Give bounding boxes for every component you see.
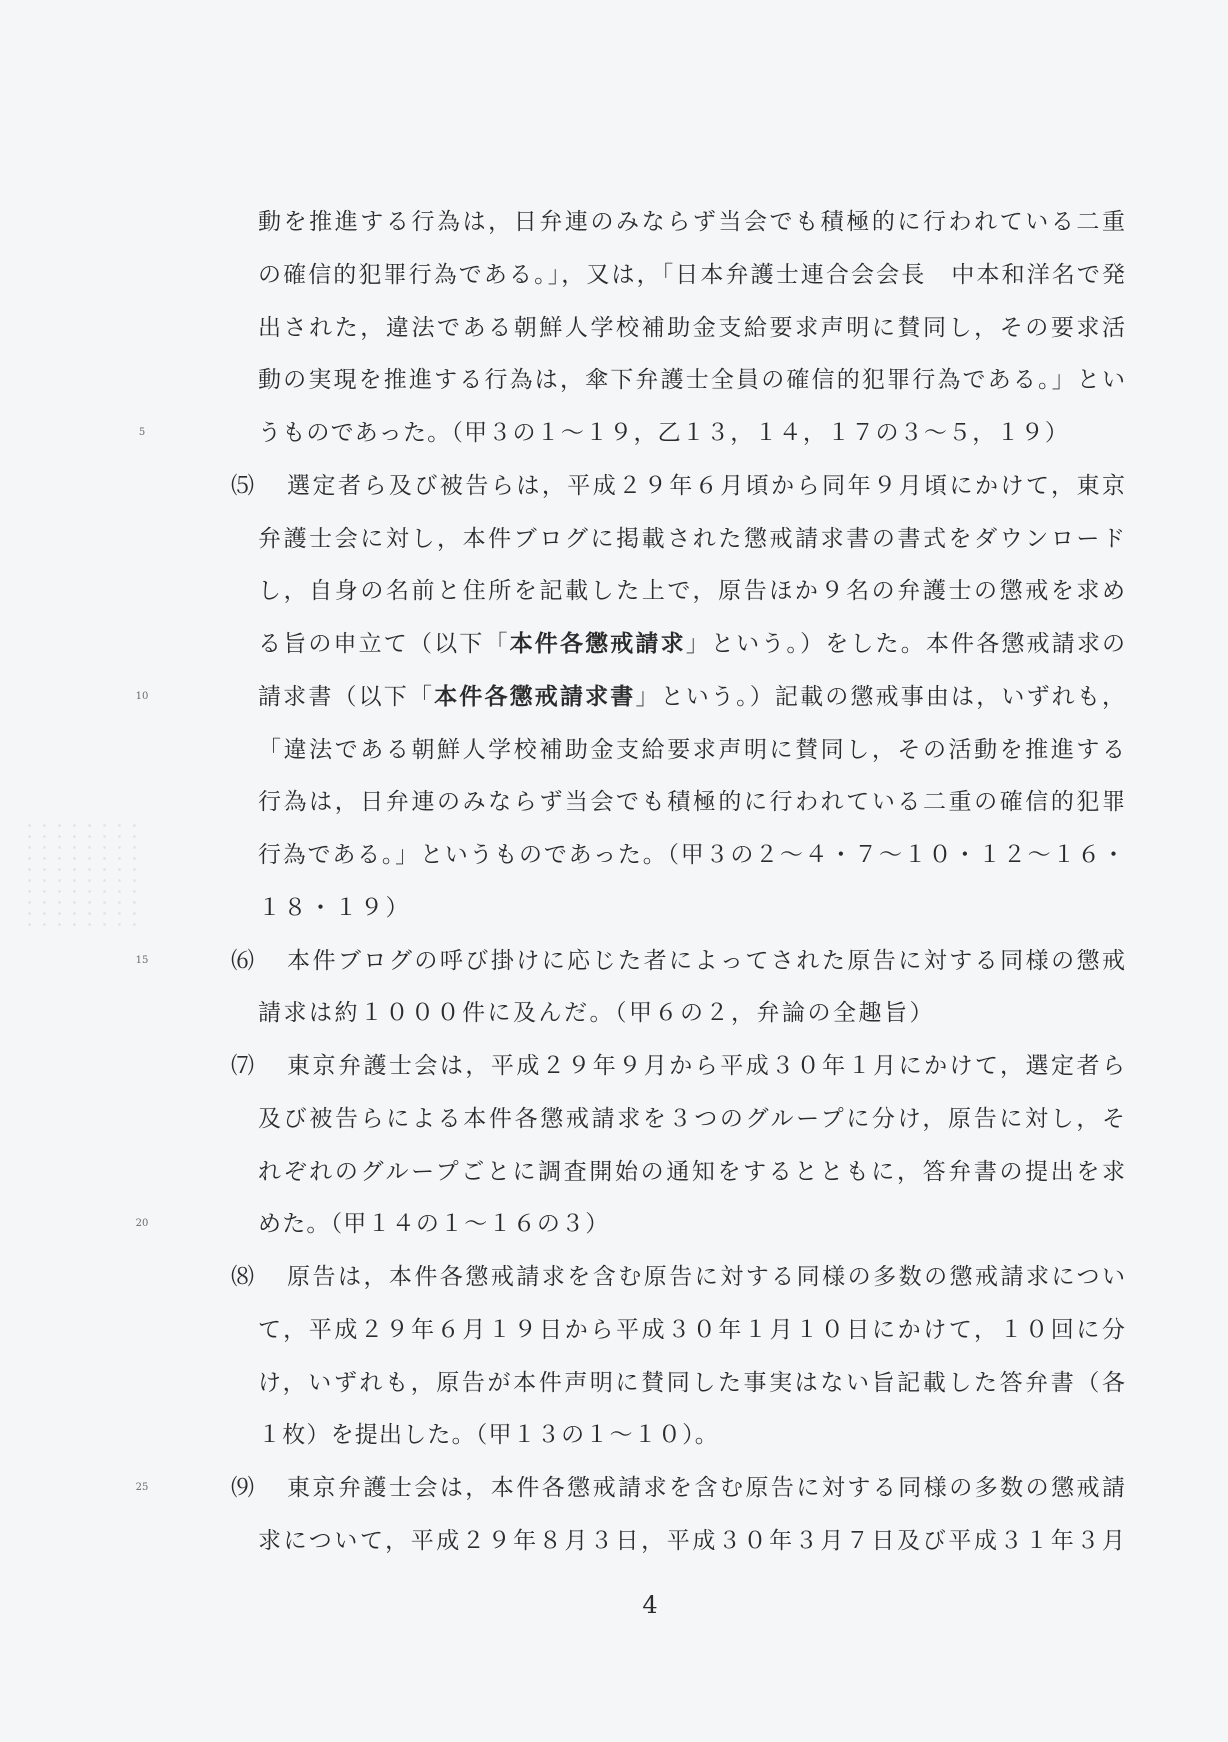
- line-text: [258, 671, 1125, 724]
- margin-line-number: 10: [135, 690, 149, 702]
- text-line: [0, 1093, 1228, 1146]
- text-line: [0, 565, 1228, 618]
- line-text: 原告は，本件各懲戒請求を含む原告に対する同様の多数の懲戒請求につい: [287, 1264, 1125, 1290]
- text-line: [0, 776, 1228, 829]
- text-line: [0, 407, 1228, 460]
- text-line: [0, 724, 1228, 777]
- text-line: [0, 1357, 1228, 1410]
- text-line: [0, 987, 1228, 1040]
- line-text: 出された，違法である朝鮮人学校補助金支給要求声明に賛同し，その要求活: [258, 314, 1125, 341]
- margin-line-number: 15: [135, 954, 149, 966]
- text-line: [0, 1515, 1228, 1568]
- line-text: 請求は約１０００件に及んだ。（甲６の２，弁論の全趣旨）: [258, 1000, 935, 1027]
- text-line: [0, 1304, 1228, 1357]
- list-item-line: [0, 1251, 1228, 1304]
- line-text-segment: 」という。）記載の懲戒事由は，いずれも，: [635, 683, 1125, 710]
- line-text: 東京弁護士会は，平成２９年９月から平成３０年１月にかけて，選定者ら: [287, 1053, 1125, 1079]
- line-text-segment: 請求書（以下「: [258, 683, 435, 710]
- line-text: 本件ブログの呼び掛けに応じた者によってされた原告に対する同様の懲戒: [287, 947, 1125, 974]
- list-item-marker: ⑻: [231, 1264, 254, 1290]
- line-text-segment: る旨の申立て（以下「: [258, 631, 510, 657]
- list-item-marker: ⑺: [231, 1053, 254, 1079]
- line-text: めた。（甲１４の１～１６の３）: [258, 1211, 610, 1238]
- line-text: 動の実現を推進する行為は，傘下弁護士全員の確信的犯罪行為である。」とい: [258, 367, 1125, 394]
- list-item-marker: ⑹: [231, 947, 254, 974]
- text-line: [0, 882, 1228, 935]
- page-number: 4: [642, 1591, 658, 1619]
- list-item-marker: ⑸: [231, 472, 254, 499]
- line-text: て，平成２９年６月１９日から平成３０年１月１０日にかけて，１０回に分: [258, 1316, 1125, 1343]
- line-text: うものであった。（甲３の１～１９，乙１３，１４，１７の３～５，１９）: [258, 420, 1070, 446]
- document-body: [0, 196, 1228, 1568]
- line-text: け，いずれも，原告が本件声明に賛同した事実はない旨記載した答弁書（各: [258, 1369, 1125, 1396]
- margin-line-number: 5: [138, 427, 146, 438]
- list-item-line: [0, 935, 1228, 988]
- text-line: [0, 196, 1228, 249]
- line-text: １枚）を提出した。（甲１３の１～１０）。: [258, 1422, 719, 1449]
- text-line: [0, 249, 1228, 302]
- line-text: 選定者ら及び被告らは，平成２９年６月頃から同年９月頃にかけて，東京: [287, 472, 1125, 499]
- text-line: [0, 1198, 1228, 1251]
- line-text: 行為である。」というものであった。（甲３の２～４・７～１０・１２～１６・: [258, 842, 1125, 868]
- line-text: し，自身の名前と住所を記載した上で，原告ほか９名の弁護士の懲戒を求め: [258, 578, 1125, 605]
- line-text: れぞれのグループごとに調査開始の通知をするとともに，答弁書の提出を求: [258, 1158, 1125, 1185]
- line-text: の確信的犯罪行為である。」，又は，「日本弁護士連合会会長 中本和洋名で発: [258, 261, 1125, 288]
- line-text: 及び被告らによる本件各懲戒請求を３つのグループに分け，原告に対し，そ: [258, 1105, 1125, 1132]
- line-text: 動を推進する行為は，日弁連のみならず当会でも積極的に行われている二重: [258, 209, 1125, 235]
- text-line: [0, 302, 1228, 355]
- list-item-line: [0, 1040, 1228, 1093]
- line-text: 弁護士会に対し，本件ブログに掲載された懲戒請求書の書式をダウンロード: [258, 525, 1125, 552]
- list-item-marker: ⑼: [231, 1475, 254, 1501]
- defined-term: 本件各懲戒請求: [509, 630, 686, 657]
- defined-term: 本件各懲戒請求書: [434, 682, 636, 710]
- line-text: １８・１９）: [258, 894, 411, 921]
- text-line: [0, 618, 1228, 671]
- line-text: 「違法である朝鮮人学校補助金支給要求声明に賛同し，その活動を推進する: [258, 736, 1125, 763]
- margin-line-number: 25: [135, 1482, 149, 1493]
- text-line: [0, 1409, 1228, 1462]
- line-text: 東京弁護士会は，本件各懲戒請求を含む原告に対する同様の多数の懲戒請: [287, 1475, 1125, 1501]
- line-text-segment: 」という。）をした。本件各懲戒請求の: [685, 631, 1125, 657]
- line-text: 求について，平成２９年８月３日，平成３０年３月７日及び平成３１年３月: [258, 1527, 1125, 1554]
- list-item-line: [0, 460, 1228, 513]
- line-text: 行為は，日弁連のみならず当会でも積極的に行われている二重の確信的犯罪: [258, 789, 1125, 816]
- list-item-line: [0, 1462, 1228, 1515]
- text-line: [0, 829, 1228, 882]
- margin-line-number: 20: [135, 1218, 149, 1230]
- text-line: [0, 354, 1228, 407]
- text-line: [0, 513, 1228, 566]
- line-text: [258, 618, 1125, 671]
- text-line: [0, 671, 1228, 724]
- text-line: [0, 1146, 1228, 1199]
